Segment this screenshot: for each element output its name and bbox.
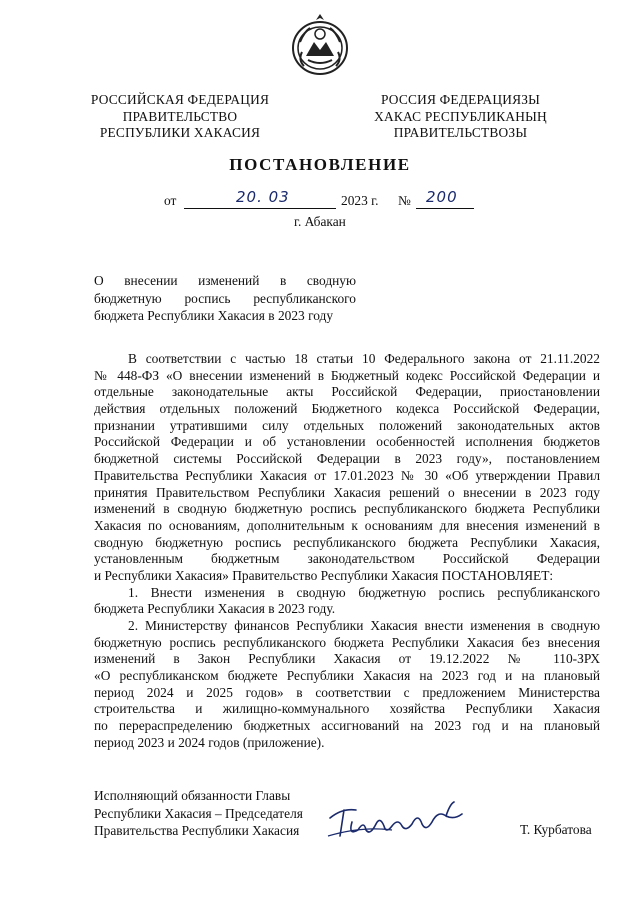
body-line: и Республики Хакасия» Правительство Республики Хакасия ПОСТАНОВЛЯЕТ:	[94, 567, 554, 583]
body-line: отдельные законодательные акты Российской Федерации, приостановлении	[94, 384, 600, 400]
date-number-line	[0, 188, 640, 213]
body-line: установленным бюджетным законодательством Российской Федерации	[94, 551, 600, 567]
date-year: 2023 г.	[341, 193, 379, 208]
number-label: №	[398, 193, 411, 208]
body-line: Российской Федерации и об установлении особенностей исполнения бюджетов	[94, 434, 600, 450]
city-label: г. Абакан	[294, 214, 346, 229]
handwritten-date: 20. 03	[236, 188, 290, 206]
body-text	[94, 351, 600, 752]
body-line: Правительства Республики Хакасия от 17.01.2023 № 30 «Об утверждении Правил	[94, 467, 600, 483]
body-line: по перераспределению бюджетных ассигнований на 2023 год и на плановый	[94, 718, 600, 734]
number-underline	[416, 208, 474, 209]
body-line: период 2023 и 2024 годов (приложение).	[94, 734, 325, 750]
signatory-position	[94, 787, 303, 840]
body-line: изменений в сводную бюджетную роспись республиканского бюджета Республики	[94, 501, 600, 517]
body-line: «О республиканском бюджете Республики Хакасия на 2023 год и на плановый	[94, 668, 600, 684]
header-right-line: ХАКАС РЕСПУБЛИКАНЫҢ	[374, 108, 547, 124]
date-from-label: от	[164, 193, 177, 208]
header-left-line: РЕСПУБЛИКИ ХАКАСИЯ	[99, 125, 261, 140]
header-right-line: ПРАВИТЕЛЬСТВОЗЫ	[393, 125, 528, 140]
subject-block	[94, 272, 356, 325]
body-line: В соответствии с частью 18 статьи 10 Федерального закона от 21.11.2022	[128, 351, 600, 366]
body-line: строительства и жилищно-коммунального хозяйства Республики Хакасия	[94, 701, 600, 717]
header-right-block	[358, 92, 563, 142]
header-left-line: РОССИЙСКАЯ ФЕДЕРАЦИЯ	[90, 92, 270, 107]
subject-line: бюджетную роспись республиканского	[94, 290, 356, 306]
body-line: признании утратившими силу отдельных положений законодательных актов	[94, 417, 600, 433]
header-right-line: РОССИЯ ФЕДЕРАЦИЯЗЫ	[381, 92, 540, 107]
body-line: бюджетную роспись республиканского бюджета Республики Хакасия без внесения	[94, 634, 600, 650]
signatory-line: Республики Хакасия – Председателя	[94, 805, 303, 821]
handwritten-signature	[322, 796, 472, 842]
body-line: изменений в Закон Республики Хакасия от 19.12.2022 № 110-ЗРХ	[94, 651, 600, 667]
body-line: период 2024 и 2025 годов» в соответствии с предложением Министерства	[94, 684, 600, 700]
body-line: бюджета Республики Хакасия в 2023 году.	[94, 601, 336, 617]
date-underline	[184, 208, 336, 209]
body-line: 1. Внести изменения в сводную бюджетную роспись республиканского	[128, 584, 600, 600]
coat-of-arms-emblem	[290, 12, 350, 76]
body-line: бюджетной системы Российской Федерации в 2023 году», постановлением	[94, 451, 600, 467]
header-left-line: ПРАВИТЕЛЬСТВО	[122, 108, 238, 124]
subject-line: бюджета Республики Хакасия в 2023 году	[94, 308, 334, 323]
body-line: действия отдельных положений Бюджетного кодекса Российской Федерации,	[94, 401, 600, 417]
signatory-line: Правительства Республики Хакасия	[94, 823, 300, 838]
header-left-block	[80, 92, 280, 142]
body-line: Хакасия по основаниям, дополнительным к основаниям для внесения изменений в	[94, 517, 600, 533]
subject-line: О внесении изменений в сводную	[94, 273, 356, 288]
signatory-name: Т. Курбатова	[520, 822, 592, 837]
body-line: принятия Правительством Республики Хакасия решений о внесении в 2023 году	[94, 484, 600, 500]
signatory-line: Исполняющий обязанности Главы	[94, 788, 291, 803]
handwritten-number: 200	[426, 188, 458, 206]
body-line: 2. Министерству финансов Республики Хакасия внести изменения в сводную	[128, 618, 600, 633]
document-type-title: ПОСТАНОВЛЕНИЕ	[229, 155, 411, 174]
body-line: № 448-ФЗ «О внесении изменений в Бюджетный кодекс Российской Федерации и	[94, 367, 600, 383]
body-line: сводную бюджетную роспись республиканского бюджета Республики Хакасия,	[94, 534, 600, 550]
